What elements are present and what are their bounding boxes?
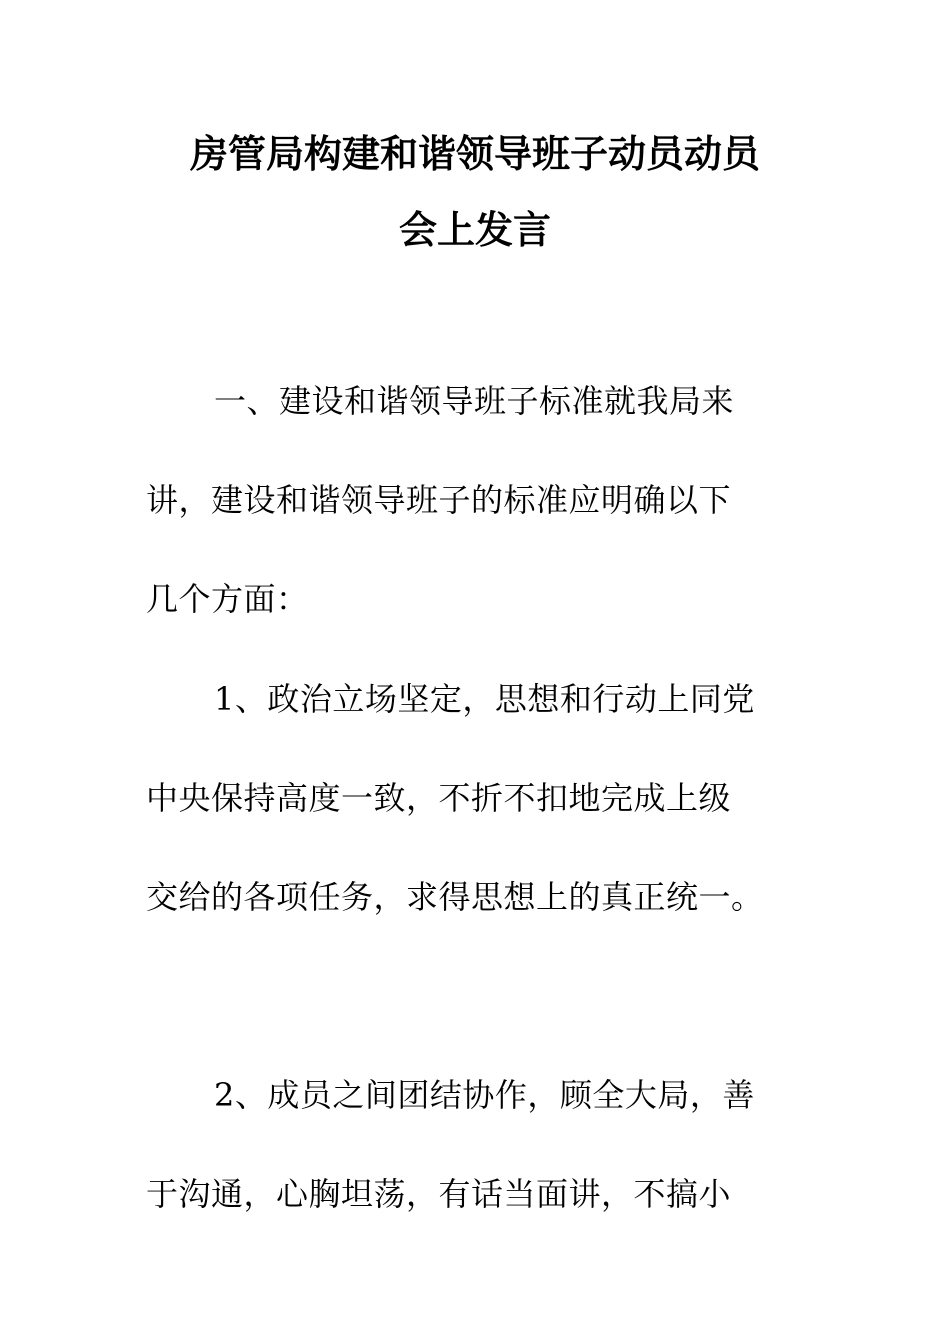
paragraph-line: 1、政治立场坚定，思想和行动上同党 bbox=[214, 680, 755, 718]
paragraph-line: 于沟通，心胸坦荡，有话当面讲，不搞小 bbox=[146, 1175, 732, 1213]
paragraph-line: 一、建设和谐领导班子标准就我局来 bbox=[214, 382, 735, 420]
paragraph-line: 几个方面： bbox=[146, 580, 309, 618]
paragraph-line: 中央保持高度一致，不折不扣地完成上级 bbox=[146, 779, 732, 817]
paragraph-line: 2、成员之间团结协作，顾全大局，善 bbox=[214, 1076, 755, 1114]
document-title-line-1: 房管局构建和谐领导班子动员动员 bbox=[189, 132, 760, 176]
paragraph-line: 讲，建设和谐领导班子的标准应明确以下 bbox=[146, 481, 732, 519]
document-title-line-2: 会上发言 bbox=[398, 208, 551, 252]
paragraph-line: 交给的各项任务，求得思想上的真正统一。 bbox=[146, 878, 764, 916]
